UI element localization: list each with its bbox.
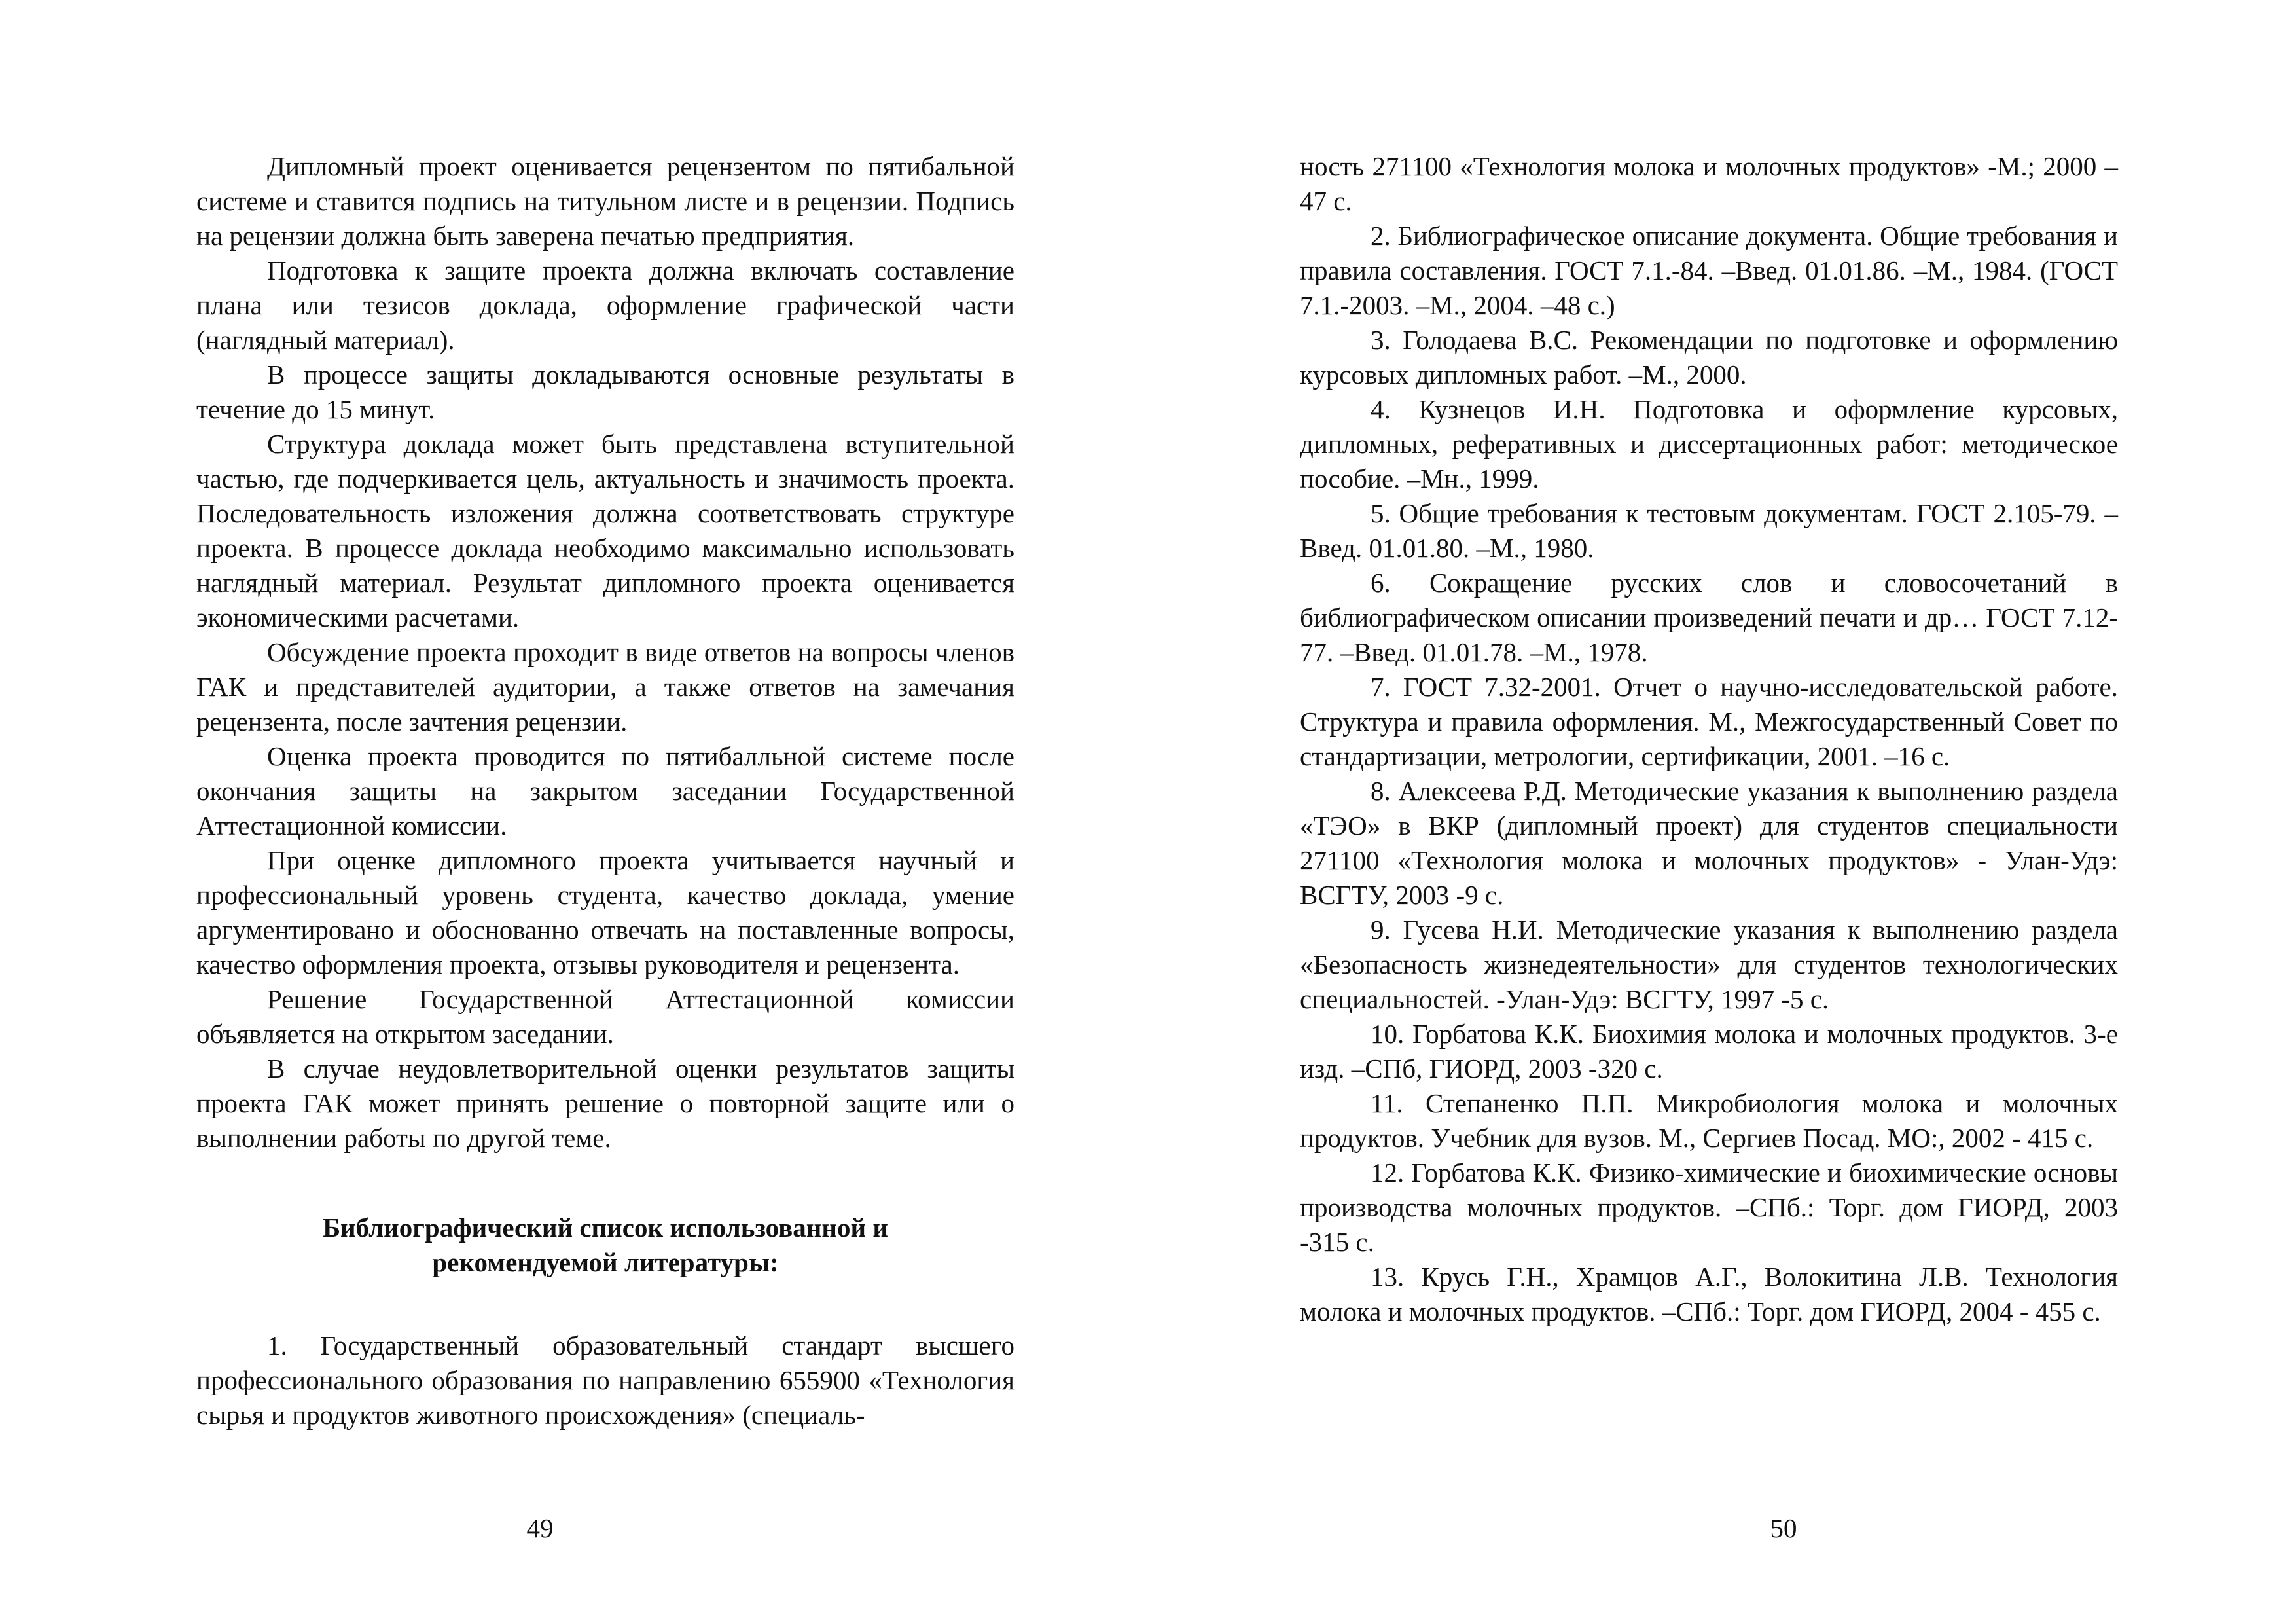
reference-item: 3. Голодаева В.С. Рекомендации по подготовке и оформлению курсовых дипломных работ. –М., 2000. — [1300, 325, 2118, 390]
reference-item: 13. Крусь Г.Н., Храмцов А.Г., Волокитина Л.В. Технология молока и молочных продуктов. –СПб.: Торг. дом ГИОРД, 2004 - 455 с. — [1300, 1262, 2118, 1326]
page-number-right: 50 — [1770, 1513, 1797, 1543]
paragraph: Решение Государственной Аттестационной комиссии объявляется на открытом заседании. — [196, 984, 1014, 1049]
reference-item: 1. Государственный образовательный стандарт высшего профессионального образования по направлению 655900 «Технология сырья и продуктов животного происхождения» (специаль- — [196, 1330, 1014, 1430]
reference-item: 7. ГОСТ 7.32-2001. Отчет о научно-исследовательской работе. Структура и правила оформления. М., Межгосударственный Совет по стандартизации, метрологии, сертификации, 2001. –16 с. — [1300, 672, 2118, 771]
reference-item: 12. Горбатова К.К. Физико-химические и биохимические основы производства молочных продуктов. –СПб.: Торг. дом ГИОРД, 2003 -315 с. — [1300, 1158, 2118, 1257]
right-page-column — [1300, 149, 2118, 1329]
paragraph: Оценка проекта проводится по пятибалльной системе после окончания защиты на закрытом заседании Государственной Аттестационной комиссии. — [196, 741, 1014, 841]
paragraph: В случае неудовлетворительной оценки результатов защиты проекта ГАК может принять решение о повторной защите или о выполнении работы по другой теме. — [196, 1053, 1014, 1153]
reference-item: 9. Гусева Н.И. Методические указания к выполнению раздела «Безопасность жизнедеятельности» для студентов технологических специальностей. -Улан-Удэ: ВСГТУ, 1997 -5 с. — [1300, 915, 2118, 1014]
bibliography-heading — [196, 1211, 1014, 1280]
reference-item: 11. Степаненко П.П. Микробиология молока и молочных продуктов. Учебник для вузов. М., Сергиев Посад. МО:, 2002 - 415 с. — [1300, 1088, 2118, 1153]
heading-line-1: Библиографический список использованной и — [322, 1213, 889, 1243]
reference-item: 5. Общие требования к тестовым документам. ГОСТ 2.105-79. –Введ. 01.01.80. –М., 1980. — [1300, 498, 2118, 563]
reference-item: 8. Алексеева Р.Д. Методические указания к выполнению раздела «ТЭО» в ВКР (дипломный проект) для студентов специальности 271100 «Технология молока и молочных продуктов» - Улан-Удэ: ВСГТУ, 2003 -9 с. — [1300, 776, 2118, 910]
page-number-left: 49 — [526, 1513, 554, 1543]
heading-line-2: рекомендуемой литературы: — [432, 1247, 779, 1277]
reference-item: 10. Горбатова К.К. Биохимия молока и молочных продуктов. 3-е изд. –СПб, ГИОРД, 2003 -320 с. — [1300, 1019, 2118, 1084]
left-page-column — [196, 149, 1014, 1432]
paragraph: При оценке дипломного проекта учитывается научный и профессиональный уровень студента, качество доклада, умение аргументировано и обоснованно отвечать на поставленные вопросы, качество оформления проекта, отзывы руководителя и рецензента. — [196, 845, 1014, 979]
reference-item-continued: ность 271100 «Технология молока и молочных продуктов» -М.; 2000 –47 с. — [1300, 151, 2118, 216]
paragraph: Дипломный проект оценивается рецензентом по пятибальной системе и ставится подпись на титульном листе и в рецензии. Подпись на рецензии должна быть заверена печатью предприятия. — [196, 151, 1014, 251]
paragraph: Структура доклада может быть представлена вступительной частью, где подчеркивается цель, актуальность и значимость проекта. Последовательность изложения должна соответствовать структуре проекта. В процессе доклада необходимо максимально использовать наглядный материал. Результат дипломного проекта оценивается экономическими расчетами. — [196, 429, 1014, 632]
reference-item: 6. Сокращение русских слов и словосочетаний в библиографическом описании произведений печати и др… ГОСТ 7.12-77. –Введ. 01.01.78. –М., 1978. — [1300, 568, 2118, 667]
reference-item: 2. Библиографическое описание документа. Общие требования и правила составления. ГОСТ 7.1.-84. –Введ. 01.01.86. –М., 1984. (ГОСТ 7.1.-2003. –М., 2004. –48 с.) — [1300, 221, 2118, 320]
paragraph: В процессе защиты докладываются основные результаты в течение до 15 минут. — [196, 359, 1014, 424]
reference-item: 4. Кузнецов И.Н. Подготовка и оформление курсовых, дипломных, реферативных и диссертационных работ: методическое пособие. –Мн., 1999. — [1300, 394, 2118, 494]
paragraph: Обсуждение проекта проходит в виде ответов на вопросы членов ГАК и представителей аудитории, а также ответов на замечания рецензента, после зачтения рецензии. — [196, 637, 1014, 737]
paragraph: Подготовка к защите проекта должна включать составление плана или тезисов доклада, оформление графической части (наглядный материал). — [196, 255, 1014, 355]
